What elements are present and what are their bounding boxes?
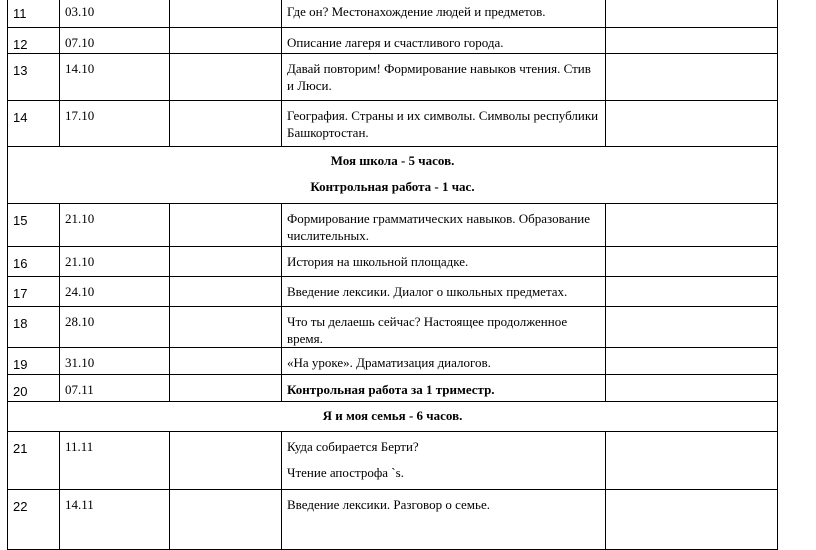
lesson-number: 17 bbox=[8, 277, 60, 307]
table-row bbox=[8, 204, 778, 247]
empty-cell bbox=[606, 375, 778, 402]
lesson-topic-line: Куда собирается Берти? bbox=[287, 439, 419, 454]
section-title: Моя школа - 5 часов. bbox=[330, 153, 455, 168]
table-row bbox=[8, 432, 778, 490]
empty-cell bbox=[170, 375, 282, 402]
section-header bbox=[8, 402, 778, 432]
lesson-topic: Давай повторим! Формирование навыков чтения. Стив и Люси. bbox=[282, 54, 606, 101]
empty-cell bbox=[606, 348, 778, 375]
section-header bbox=[8, 147, 778, 204]
section-subtitle: Контрольная работа - 1 час. bbox=[310, 179, 475, 194]
lesson-topic bbox=[282, 432, 606, 490]
lesson-date: 03.10 bbox=[60, 0, 170, 28]
lesson-date: 07.11 bbox=[60, 375, 170, 402]
lesson-topic-line: Чтение апострофа `s. bbox=[287, 465, 404, 480]
empty-cell bbox=[170, 54, 282, 101]
lesson-number: 21 bbox=[8, 432, 60, 490]
lesson-date: 21.10 bbox=[60, 204, 170, 247]
empty-cell bbox=[170, 247, 282, 277]
table-row bbox=[8, 348, 778, 375]
lesson-number: 19 bbox=[8, 348, 60, 375]
table-row bbox=[8, 307, 778, 348]
table-row bbox=[8, 277, 778, 307]
empty-cell bbox=[606, 204, 778, 247]
table-row bbox=[8, 101, 778, 147]
lesson-topic: Введение лексики. Разговор о семье. bbox=[282, 490, 606, 550]
empty-cell bbox=[170, 101, 282, 147]
lesson-date: 24.10 bbox=[60, 277, 170, 307]
lesson-topic: Введение лексики. Диалог о школьных предметах. bbox=[282, 277, 606, 307]
empty-cell bbox=[606, 0, 778, 28]
lesson-topic: Что ты делаешь сейчас? Настоящее продолженное время. bbox=[282, 307, 606, 348]
lesson-date: 14.10 bbox=[60, 54, 170, 101]
section-header-row bbox=[8, 402, 778, 432]
table-row bbox=[8, 375, 778, 402]
lesson-topic: География. Страны и их символы. Символы республики Башкортостан. bbox=[282, 101, 606, 147]
lesson-topic: Описание лагеря и счастливого города. bbox=[282, 28, 606, 54]
table-row bbox=[8, 28, 778, 54]
table-row bbox=[8, 0, 778, 28]
empty-cell bbox=[170, 204, 282, 247]
lesson-topic: «На уроке». Драматизация диалогов. bbox=[282, 348, 606, 375]
empty-cell bbox=[170, 307, 282, 348]
lesson-number: 16 bbox=[8, 247, 60, 277]
lesson-topic: Формирование грамматических навыков. Образование числительных. bbox=[282, 204, 606, 247]
empty-cell bbox=[170, 432, 282, 490]
lesson-number: 18 bbox=[8, 307, 60, 348]
lesson-number: 14 bbox=[8, 101, 60, 147]
lesson-number: 12 bbox=[8, 28, 60, 54]
lesson-date: 11.11 bbox=[60, 432, 170, 490]
lesson-date: 14.11 bbox=[60, 490, 170, 550]
lesson-date: 07.10 bbox=[60, 28, 170, 54]
empty-cell bbox=[170, 277, 282, 307]
section-title: Я и моя семья - 6 часов. bbox=[322, 408, 463, 423]
table-row bbox=[8, 54, 778, 101]
lesson-number: 13 bbox=[8, 54, 60, 101]
lesson-date: 31.10 bbox=[60, 348, 170, 375]
lesson-number: 22 bbox=[8, 490, 60, 550]
lesson-topic: История на школьной площадке. bbox=[282, 247, 606, 277]
lesson-date: 17.10 bbox=[60, 101, 170, 147]
empty-cell bbox=[606, 277, 778, 307]
empty-cell bbox=[170, 348, 282, 375]
empty-cell bbox=[606, 247, 778, 277]
empty-cell bbox=[170, 0, 282, 28]
section-header-row bbox=[8, 147, 778, 204]
lesson-number: 11 bbox=[8, 0, 60, 28]
lesson-topic: Где он? Местонахождение людей и предметов. bbox=[282, 0, 606, 28]
lesson-number: 20 bbox=[8, 375, 60, 402]
empty-cell bbox=[606, 307, 778, 348]
lesson-plan-table bbox=[7, 0, 778, 550]
lesson-date: 28.10 bbox=[60, 307, 170, 348]
empty-cell bbox=[606, 432, 778, 490]
lesson-number: 15 bbox=[8, 204, 60, 247]
empty-cell bbox=[606, 54, 778, 101]
lesson-date: 21.10 bbox=[60, 247, 170, 277]
empty-cell bbox=[606, 28, 778, 54]
table-row bbox=[8, 247, 778, 277]
empty-cell bbox=[606, 101, 778, 147]
empty-cell bbox=[170, 28, 282, 54]
lesson-topic: Контрольная работа за 1 триместр. bbox=[282, 375, 606, 402]
